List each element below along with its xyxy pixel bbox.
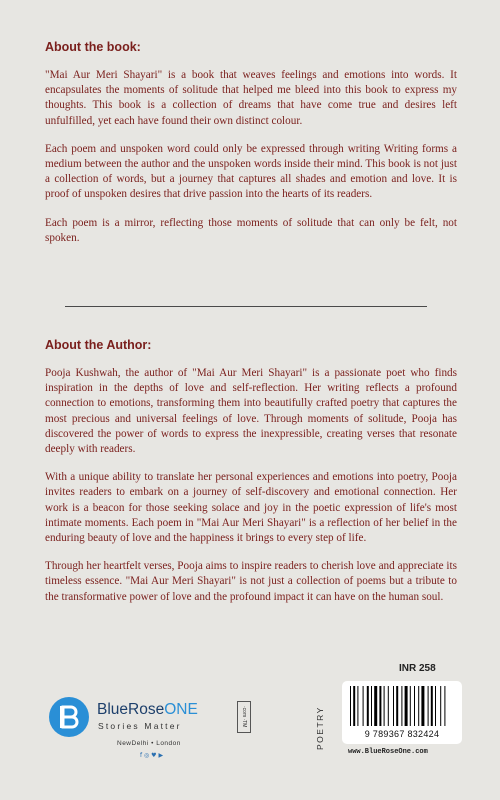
publisher-website: www.BlueRoseOne.com: [348, 748, 428, 756]
bluerose-logo-icon: [49, 697, 89, 737]
about-author-paragraph-1: Pooja Kushwah, the author of "Mai Aur Meri Shayari" is a passionate poet who finds inspiration in the depths of love and self-reflection. Her writing reflects a profound connection to emotions, transforming them into beautifully crafted poetry that captures the most precious and universal feelings of love. Through moments of solitude, Pooja has discovered the power of words to express the inexpressible, creating verses that resonate deeply with readers.: [45, 367, 457, 456]
barcode: [342, 681, 462, 744]
publisher-brand: [97, 701, 198, 719]
brand-tm-mark: ·com ·TM: [237, 701, 251, 733]
about-book-paragraph-2: Each poem and unspoken word could only be expressed through writing Writing forms a medium between the author and the unspoken words inside their mind. This book is not just a collection of words, but a journey that captures all shades and emotion and love. It is proof of unspoken desires that drive passion into the hearts of its readers.: [45, 142, 457, 201]
publisher-tagline: Stories Matter: [98, 721, 182, 731]
brand-main-text: BlueRose: [97, 701, 165, 718]
social-icons: f ◎ ♥ ▶: [140, 752, 164, 759]
about-book-section: [45, 40, 457, 259]
about-book-paragraph-1: "Mai Aur Meri Shayari" is a book that weaves feelings and emotions into words. It encapsulates the moments of solitude that helped me bleed into this book to express my thoughts. This book is a collection of dreams that have come true and desires left unfulfilled, yet each have found their own distinct colour.: [45, 69, 457, 127]
about-author-paragraph-2: With a unique ability to translate her personal experiences and emotions into poetry, Pooja invites readers to embark on a journey of self-discovery and emotional connection. Her work is a beacon for those seeking solace and joy in the poetic expression of life's most intimate moments. Each poem in "Mai Aur Meri Shayari" is a reflection of her belief in the enduring beauty of love and the happiness it brings to every step of life.: [45, 471, 457, 545]
brand-accent-text: ONE: [164, 701, 198, 718]
genre-label: POETRY: [315, 706, 325, 750]
price-label: INR 258: [399, 663, 436, 674]
about-author-heading: About the Author:: [45, 338, 152, 352]
isbn-number: 9 789367 832424: [364, 729, 440, 739]
publisher-cities: NewDelhi • London: [117, 740, 181, 747]
about-book-paragraph-3: Each poem is a mirror, reflecting those moments of solitude that can only be felt, not spoken.: [45, 216, 457, 244]
about-author-section: [45, 338, 457, 618]
about-author-paragraph-3: Through her heartfelt verses, Pooja aims to inspire readers to cherish love and appreciate its timeless essence. "Mai Aur Meri Shayari" is not just a collection of poems but a tribute to the transformative power of love and the profound impact it can have on the human soul.: [45, 560, 457, 603]
barcode-bars-icon: [348, 686, 456, 728]
section-divider: [65, 306, 427, 307]
about-book-heading: About the book:: [45, 40, 141, 54]
